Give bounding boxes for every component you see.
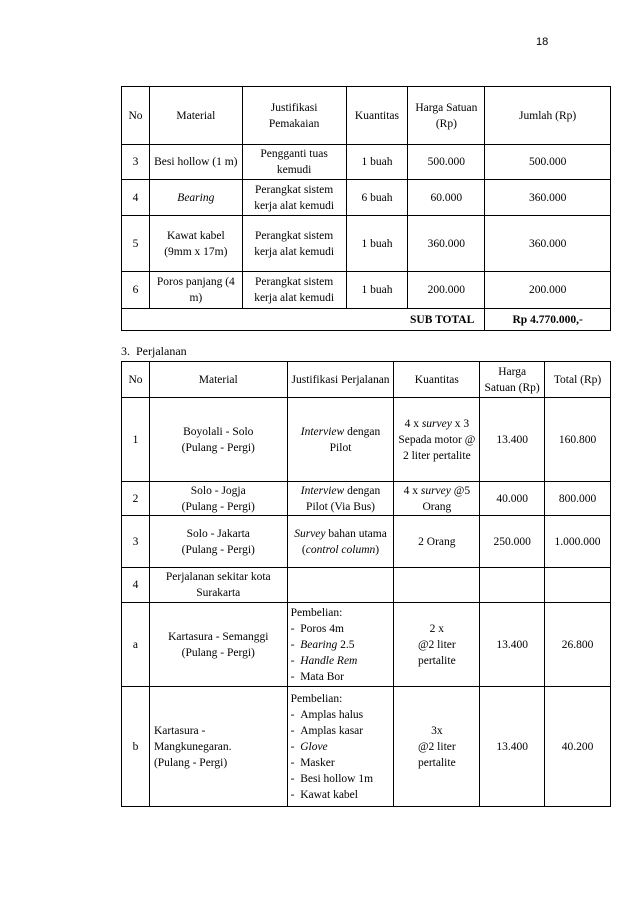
- row-total: 40.200: [545, 687, 611, 807]
- row-no: 4: [122, 568, 150, 603]
- list-title: Pembelian:: [290, 606, 343, 619]
- table-row: [122, 516, 611, 568]
- row-harga: 13.400: [480, 603, 545, 687]
- row-material: Perjalanan sekitar kota Surakarta: [149, 568, 287, 603]
- kuan-line: pertalite: [418, 756, 456, 769]
- material-route: Solo - Jogja: [190, 484, 246, 497]
- row-total: 1.000.000: [545, 516, 611, 568]
- list-item: - Handle Rem: [290, 654, 358, 667]
- table-row: [122, 398, 611, 482]
- row-material: Besi hollow (1 m): [149, 145, 242, 180]
- row-kuantitas: [394, 398, 480, 482]
- row-no: 6: [122, 272, 150, 309]
- just-italic: Interview: [300, 484, 345, 497]
- row-kuantitas: [394, 687, 480, 807]
- list-item: - Poros 4m: [290, 622, 344, 635]
- row-justifikasi: [287, 398, 394, 482]
- section-heading: [121, 344, 187, 359]
- table-row: [122, 568, 611, 603]
- row-harga: 250.000: [480, 516, 545, 568]
- section-title: Perjalanan: [136, 344, 187, 358]
- list-item: - Mata Bor: [290, 670, 344, 683]
- section-number: 3.: [121, 344, 130, 358]
- row-material: [149, 687, 287, 807]
- list-item: - Masker: [290, 756, 335, 769]
- row-kuantitas: 6 buah: [346, 180, 408, 216]
- just-rest: dengan Pilot: [329, 425, 381, 454]
- kuan-line: 2 x: [429, 622, 445, 635]
- list-item: - Kawat kabel: [290, 788, 358, 801]
- just-italic-2: control column: [305, 543, 376, 556]
- row-justifikasi: Perangkat sistem kerja alat kemudi: [242, 272, 346, 309]
- kuan-part: 4 x: [403, 484, 421, 497]
- table-row: [122, 272, 611, 309]
- row-material: Bearing: [149, 180, 242, 216]
- row-material: [149, 603, 287, 687]
- row-kuantitas: 1 buah: [346, 272, 408, 309]
- row-jumlah: 200.000: [485, 272, 611, 309]
- header-jumlah: Jumlah (Rp): [485, 87, 611, 145]
- kuan-rest: @5 Orang: [422, 484, 471, 513]
- empty-cell: [394, 568, 480, 603]
- row-material: [149, 482, 287, 516]
- material-direction: (Pulang - Pergi): [153, 756, 228, 769]
- row-justifikasi: [287, 603, 394, 687]
- kuan-line: 3x: [431, 724, 443, 737]
- row-no: 4: [122, 180, 150, 216]
- empty-cell: [545, 568, 611, 603]
- material-route-2: Mangkunegaran.: [153, 740, 232, 753]
- kuan-italic: survey: [420, 484, 451, 497]
- list-item: - Glove: [290, 740, 328, 753]
- header-no: No: [122, 362, 150, 398]
- header-harga: Harga Satuan (Rp): [408, 87, 485, 145]
- table-header-row: [122, 362, 611, 398]
- header-material: Material: [149, 362, 287, 398]
- material-route: Solo - Jakarta: [186, 527, 250, 540]
- material-direction: (Pulang - Pergi): [181, 500, 255, 513]
- row-justifikasi: Perangkat sistem kerja alat kemudi: [242, 180, 346, 216]
- header-harga: Harga Satuan (Rp): [480, 362, 545, 398]
- table-row: [122, 482, 611, 516]
- header-justifikasi: Justifikasi Perjalanan: [287, 362, 394, 398]
- row-jumlah: 360.000: [485, 180, 611, 216]
- material-route: Kartasura -: [153, 724, 206, 737]
- empty-cell: [480, 568, 545, 603]
- row-no: a: [122, 603, 150, 687]
- kuan-line: pertalite: [418, 654, 456, 667]
- row-justifikasi: Pengganti tuas kemudi: [242, 145, 346, 180]
- header-total: Total (Rp): [545, 362, 611, 398]
- kuan-italic: survey: [421, 417, 452, 430]
- kuan-part: 4 x: [404, 417, 422, 430]
- table-row: [122, 687, 611, 807]
- row-harga: 13.400: [480, 398, 545, 482]
- just-italic: Interview: [300, 425, 345, 438]
- row-jumlah: 500.000: [485, 145, 611, 180]
- row-harga: 200.000: [408, 272, 485, 309]
- header-material: Material: [149, 87, 242, 145]
- table-header-row: [122, 87, 611, 145]
- kuan-rest: x 3 Sepada motor @ 2 liter pertalite: [398, 417, 476, 462]
- header-kuantitas: Kuantitas: [394, 362, 480, 398]
- material-route: Kartasura - Semanggi: [168, 630, 269, 643]
- row-material: Poros panjang (4 m): [149, 272, 242, 309]
- row-material: Kawat kabel (9mm x 17m): [149, 216, 242, 272]
- row-no: 3: [122, 145, 150, 180]
- just-italic: Survey: [294, 527, 326, 540]
- row-no: b: [122, 687, 150, 807]
- subtotal-value: Rp 4.770.000,-: [485, 309, 611, 331]
- row-harga: 500.000: [408, 145, 485, 180]
- row-justifikasi: Perangkat sistem kerja alat kemudi: [242, 216, 346, 272]
- kuan-line: @2 liter: [417, 740, 456, 753]
- row-kuantitas: 2 Orang: [394, 516, 480, 568]
- kuan-line: @2 liter: [417, 638, 456, 651]
- page-number: 18: [536, 36, 549, 48]
- header-justifikasi: Justifikasi Pemakaian: [242, 87, 346, 145]
- table-row: [122, 603, 611, 687]
- header-no: No: [122, 87, 150, 145]
- row-kuantitas: [394, 603, 480, 687]
- row-justifikasi: [287, 482, 394, 516]
- row-no: 5: [122, 216, 150, 272]
- row-justifikasi: [287, 687, 394, 807]
- header-kuantitas: Kuantitas: [346, 87, 408, 145]
- table-row: [122, 216, 611, 272]
- row-kuantitas: 1 buah: [346, 216, 408, 272]
- row-kuantitas: [394, 482, 480, 516]
- row-harga: 40.000: [480, 482, 545, 516]
- material-direction: (Pulang - Pergi): [181, 441, 255, 454]
- row-harga: 13.400: [480, 687, 545, 807]
- material-cost-table: [121, 86, 611, 331]
- empty-cell: [287, 568, 394, 603]
- list-item: - Bearing 2.5: [290, 638, 355, 651]
- list-item: - Besi hollow 1m: [290, 772, 374, 785]
- material-route: Boyolali - Solo: [183, 425, 254, 438]
- row-material: [149, 516, 287, 568]
- row-no: 1: [122, 398, 150, 482]
- material-direction: (Pulang - Pergi): [181, 646, 255, 659]
- row-total: 160.800: [545, 398, 611, 482]
- row-total: 800.000: [545, 482, 611, 516]
- row-harga: 360.000: [408, 216, 485, 272]
- row-jumlah: 360.000: [485, 216, 611, 272]
- table-row: [122, 180, 611, 216]
- row-material: [149, 398, 287, 482]
- just-end: ): [375, 543, 380, 556]
- table-row: [122, 145, 611, 180]
- row-no: 2: [122, 482, 150, 516]
- list-title: Pembelian:: [290, 692, 343, 705]
- list-item: - Amplas halus: [290, 708, 364, 721]
- list-item: - Amplas kasar: [290, 724, 364, 737]
- travel-cost-table: [121, 361, 611, 807]
- material-direction: (Pulang - Pergi): [181, 543, 255, 556]
- row-kuantitas: 1 buah: [346, 145, 408, 180]
- row-no: 3: [122, 516, 150, 568]
- subtotal-row: [122, 309, 611, 331]
- row-justifikasi: [287, 516, 394, 568]
- just-rest: bahan utama (: [301, 527, 387, 556]
- subtotal-label: SUB TOTAL: [122, 309, 485, 331]
- row-harga: 60.000: [408, 180, 485, 216]
- just-rest: dengan Pilot (Via Bus): [306, 484, 381, 513]
- row-total: 26.800: [545, 603, 611, 687]
